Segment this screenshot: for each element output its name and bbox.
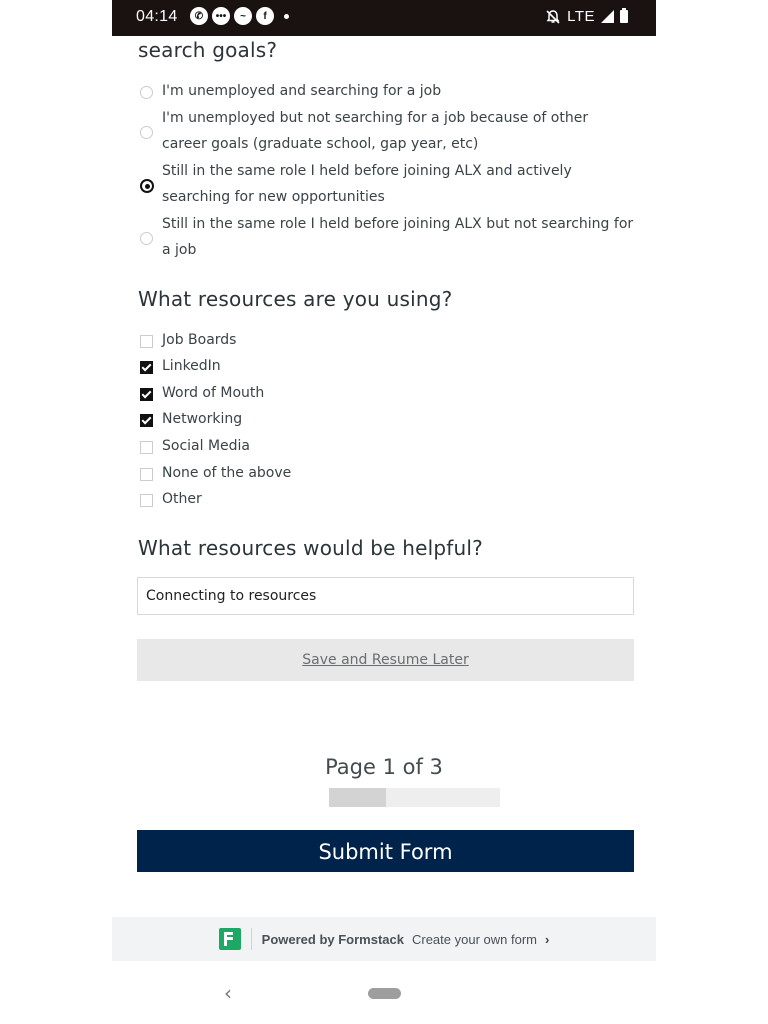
facebook-icon: f	[256, 7, 274, 25]
checkbox-label: Networking	[162, 411, 243, 427]
progress-bar-fill	[329, 788, 386, 807]
system-nav-bar	[112, 961, 656, 1024]
messenger-icon: ~	[234, 7, 252, 25]
create-form-link[interactable]: Create your own form	[411, 931, 537, 947]
powered-by-text: Powered by Formstack	[261, 931, 404, 947]
formstack-footer	[112, 917, 656, 961]
radio-label: searching for new opportunities	[162, 189, 385, 205]
checkbox-word-of-mouth[interactable]	[140, 388, 153, 401]
radio-option-unemployed-not-searching[interactable]	[140, 126, 153, 139]
battery-icon	[620, 10, 628, 23]
radio-label: I'm unemployed and searching for a job	[162, 83, 442, 99]
more-notifications-icon	[284, 14, 289, 19]
question-heading: search goals?	[138, 38, 278, 62]
submit-form-button[interactable]: Submit Form	[137, 830, 634, 872]
checkbox-none-of-the-above[interactable]	[140, 468, 153, 481]
radio-option-same-role-actively-searching[interactable]	[140, 179, 154, 193]
checkbox-networking[interactable]	[140, 414, 153, 427]
notification-icons	[190, 7, 289, 25]
signal-icon	[601, 10, 614, 23]
whatsapp-icon: ✆	[190, 7, 208, 25]
chevron-right-icon[interactable]: ›	[544, 931, 550, 947]
radio-label: Still in the same role I held before joining ALX and actively	[162, 163, 572, 179]
checkbox-other[interactable]	[140, 494, 153, 507]
network-type: LTE	[567, 8, 595, 25]
formstack-logo-icon	[219, 928, 241, 950]
status-bar	[112, 0, 656, 36]
checkbox-label: Word of Mouth	[162, 385, 265, 401]
footer-divider	[251, 928, 252, 950]
radio-label: I'm unemployed but not searching for a job because of other	[162, 110, 589, 126]
home-pill-icon[interactable]	[368, 988, 401, 999]
radio-option-unemployed-searching[interactable]	[140, 86, 153, 99]
save-and-resume-button[interactable]: Save and Resume Later	[137, 639, 634, 681]
helpful-resources-input[interactable]	[137, 577, 634, 615]
checkbox-label: Social Media	[162, 438, 251, 454]
checkbox-job-boards[interactable]	[140, 335, 153, 348]
radio-label: Still in the same role I held before joining ALX but not searching for	[162, 216, 634, 232]
checkbox-label: LinkedIn	[162, 358, 221, 374]
question-heading: What resources would be helpful?	[138, 536, 483, 560]
checkbox-label: None of the above	[162, 465, 292, 481]
page-indicator: Page 1 of 3	[325, 755, 443, 779]
checkbox-linkedin[interactable]	[140, 361, 153, 374]
mute-bell-icon	[545, 9, 561, 25]
phone-screen	[112, 0, 656, 1024]
progress-bar	[329, 788, 500, 807]
radio-label: a job	[162, 242, 197, 258]
radio-label: career goals (graduate school, gap year, etc)	[162, 136, 479, 152]
status-right	[545, 8, 628, 25]
checkbox-label: Job Boards	[162, 332, 237, 348]
messages-icon: •••	[212, 7, 230, 25]
radio-option-same-role-not-searching[interactable]	[140, 232, 153, 245]
status-time: 04:14	[136, 8, 178, 25]
checkbox-social-media[interactable]	[140, 441, 153, 454]
back-icon[interactable]: ‹	[224, 981, 232, 1005]
question-heading: What resources are you using?	[138, 287, 453, 311]
checkbox-label: Other	[162, 491, 202, 507]
